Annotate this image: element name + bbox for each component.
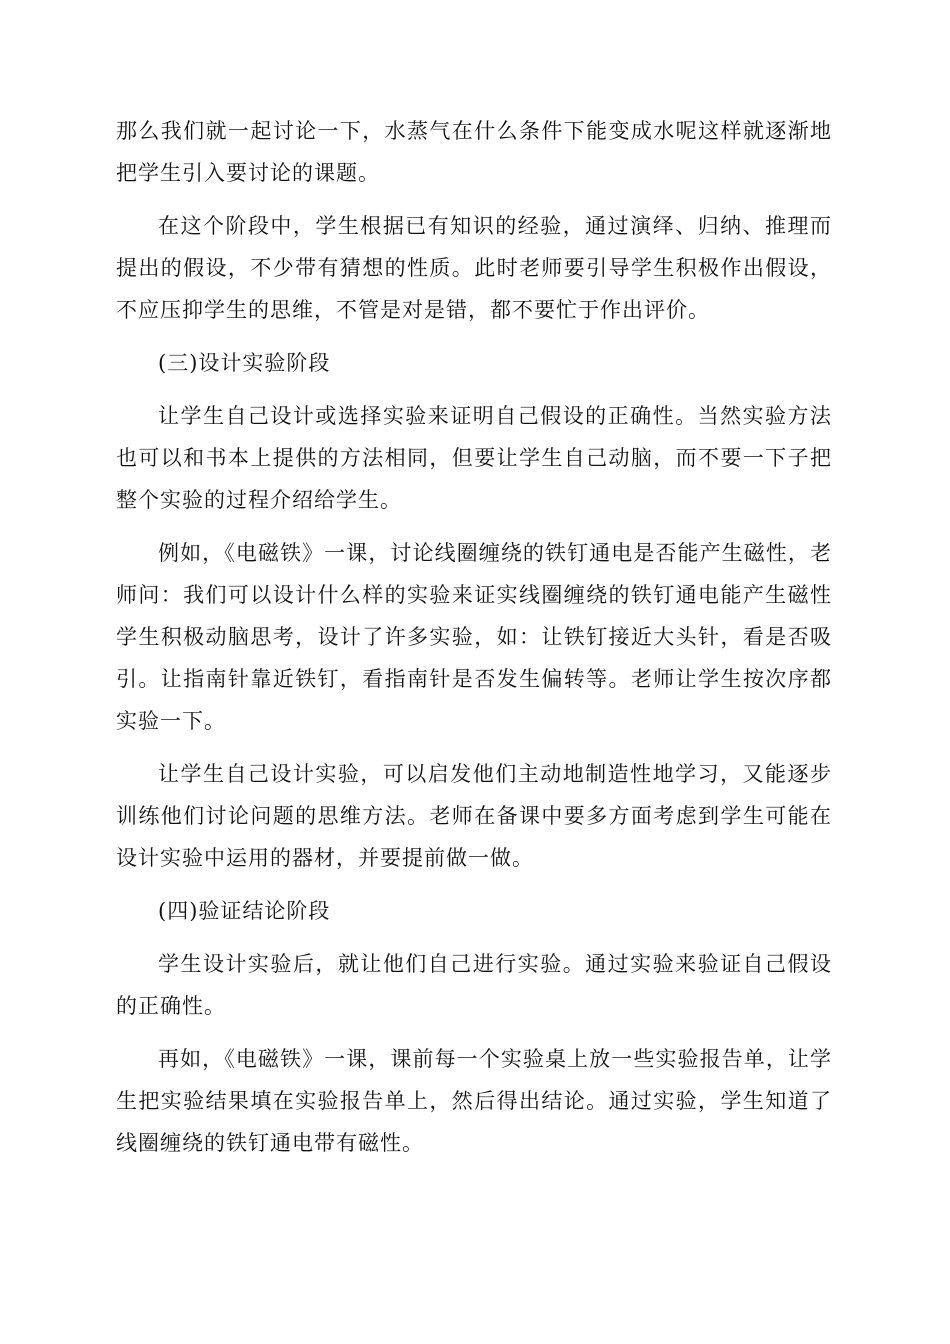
paragraph-design-experiment: 让学生自己设计或选择实验来证明自己假设的正确性。当然实验方法也可以和书本上提供的方法相同，但要让学生自己动脑，而不要一下子把整个实验的过程介绍给学生。 — [116, 404, 832, 512]
document-body — [116, 110, 832, 1175]
section-heading-design-experiment: (三)设计实验阶段 — [158, 351, 331, 375]
paragraph-design-benefits: 让学生自己设计实验，可以启发他们主动地制造性地学习，又能逐步训练他们讨论问题的思维方法。老师在备课中要多方面考虑到学生可能在设计实验中运用的器材，并要提前做一做。 — [116, 762, 832, 870]
paragraph-verify-experiment: 学生设计实验后，就让他们自己进行实验。通过实验来验证自己假设的正确性。 — [116, 952, 832, 1018]
section-heading-verify-conclusion: (四)验证结论阶段 — [158, 899, 331, 923]
paragraph-hypothesis-stage: 在这个阶段中，学生根据已有知识的经验，通过演绎、归纳、推理而提出的假设，不少带有猜想的性质。此时老师要引导学生积极作出假设，不应压抑学生的思维，不管是对是错，都不要忙于作出评价。 — [116, 214, 832, 322]
paragraph-intro-continuation: 那么我们就一起讨论一下，水蒸气在什么条件下能变成水呢这样就逐渐地把学生引入要讨论的课题。 — [116, 119, 832, 185]
paragraph-report-example: 再如，《电磁铁》一课，课前每一个实验桌上放一些实验报告单，让学生把实验结果填在实验报告单上，然后得出结论。通过实验，学生知道了线圈缠绕的铁钉通电带有磁性。 — [116, 1047, 832, 1155]
paragraph-electromagnet-example: 例如，《电磁铁》一课，讨论线圈缠绕的铁钉通电是否能产生磁性，老师问：我们可以设计什么样的实验来证实线圈缠绕的铁钉通电能产生磁性学生积极动脑思考，设计了许多实验，如：让铁钉接近大头针，看是否吸引。让指南针靠近铁钉，看指南针是否发生偏转等。老师让学生按次序都实验一下。 — [116, 541, 832, 733]
